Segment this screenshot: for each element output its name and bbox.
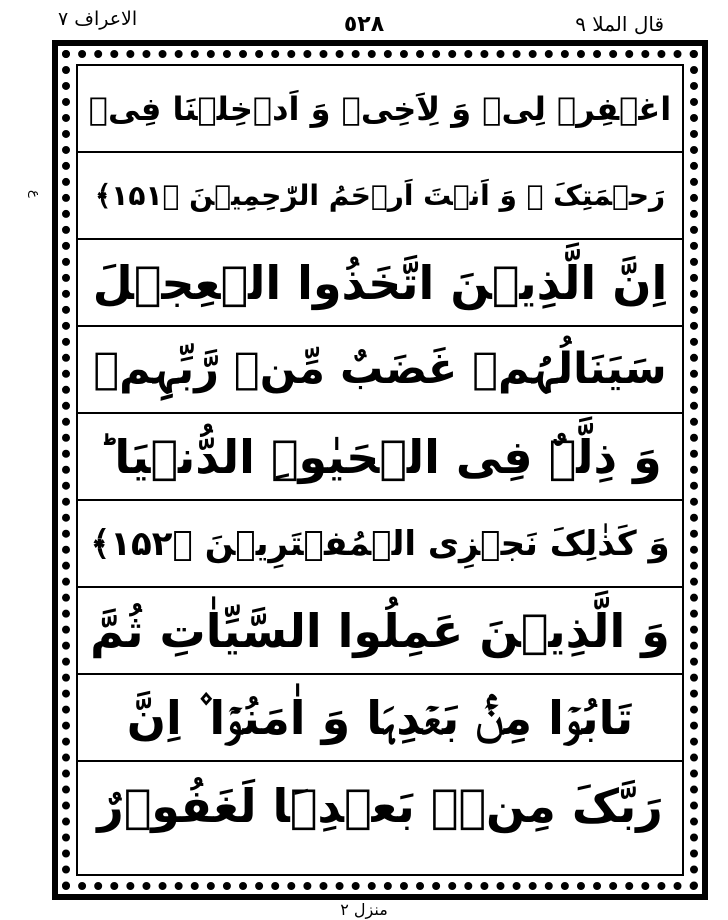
verse-line-text: رَحۡمَتِکَ ۖ وَ اَنۡتَ اَرۡحَمُ الرّٰحِمِیۡنَ ﴿۱۵۱﴾ <box>94 178 666 212</box>
text-area <box>76 64 684 876</box>
verse-line <box>78 327 682 414</box>
page-header <box>0 6 728 40</box>
verse-line <box>78 762 682 849</box>
manzil-label: منزل ٢ <box>340 900 388 919</box>
page-border <box>52 40 708 900</box>
para-name: قال الملا ٩ <box>575 12 664 36</box>
verse-line-text: وَ ذِلَّۃٌ فِی الۡحَیٰوۃِ الدُّنۡیَا ؕ <box>98 429 662 484</box>
ruku-marker: ع <box>27 190 42 198</box>
verse-line <box>78 153 682 240</box>
verse-line <box>78 501 682 588</box>
verse-line <box>78 675 682 762</box>
verse-line-text: تَابُوۡا مِنۡۢ بَعۡدِہَا وَ اٰمَنُوۡۤا ۫ اِنَّ <box>126 690 634 745</box>
verse-line <box>78 588 682 675</box>
verse-line-text: وَ کَذٰلِکَ نَجۡزِی الۡمُفۡتَرِیۡنَ ﴿۱۵۲﴾ <box>90 523 670 564</box>
verse-line-text: رَبَّکَ مِنۡۢ بَعۡدِہَا لَغَفُوۡرٌ <box>97 778 663 833</box>
surah-name: الاعراف ٧ <box>58 8 138 30</box>
page-number: ٥٢٨ <box>343 12 385 37</box>
verse-line-text: وَ الَّذِیۡنَ عَمِلُوا السَّیِّاٰتِ ثُمَّ <box>90 603 670 658</box>
verse-line-text: اغۡفِرۡ لِیۡ وَ لِاَخِیۡ وَ اَدۡخِلۡنَا فِیۡ <box>88 89 672 128</box>
verse-line-text: اِنَّ الَّذِیۡنَ اتَّخَذُوا الۡعِجۡلَ <box>92 255 668 310</box>
verse-line <box>78 66 682 153</box>
verse-line-text: سَیَنَالُہُمۡ غَضَبٌ مِّنۡ رَّبِّہِمۡ <box>93 344 667 394</box>
verse-line <box>78 240 682 327</box>
verse-line <box>78 414 682 501</box>
